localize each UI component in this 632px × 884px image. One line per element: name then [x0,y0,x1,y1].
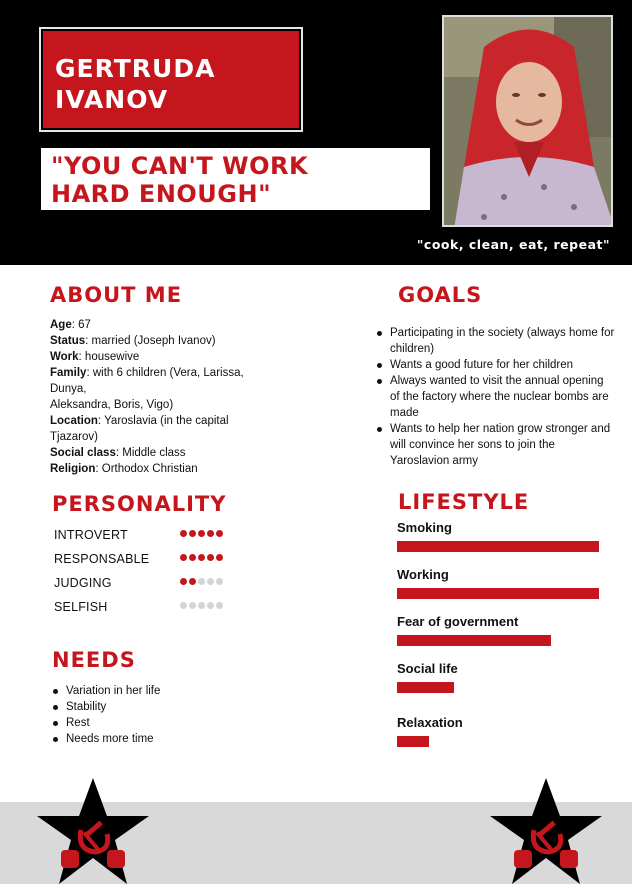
quote-line-1: "YOU CAN'T WORK [51,152,309,180]
about-age: Age: 67 [50,319,91,331]
lifestyle-bar [397,588,599,599]
personality-traits [54,528,254,624]
rating-dot [180,530,187,537]
rating-dot [216,554,223,561]
trait-rating [180,578,223,585]
header [0,0,632,265]
trait-label: RESPONSABLE [54,552,150,566]
rating-dot [189,578,196,585]
about-religion: Religion: Orthodox Christian [50,463,198,475]
about-social-class: Social class: Middle class [50,447,186,459]
star-hammer-sickle-icon [37,778,149,884]
trait-label: INTROVERT [54,528,128,542]
portrait-illustration [444,17,613,227]
rating-dot [198,578,205,585]
trait-responsable [54,552,254,576]
goal-item: Wants a good future for her children [375,357,615,373]
about-status: Status: married (Joseph Ivanov) [50,335,216,347]
about-work: Work: housewive [50,351,140,363]
rating-dot [189,554,196,561]
need-item: Variation in her life [51,683,271,699]
rating-dot [180,554,187,561]
trait-label: SELFISH [54,600,108,614]
personality-title: PERSONALITY [52,492,227,516]
trait-introvert [54,528,254,552]
about-title: ABOUT ME [50,283,183,307]
lifestyle-working [397,567,599,599]
about-section [50,317,265,477]
rating-dot [207,554,214,561]
lifestyle-bar [397,541,599,552]
goal-item: Always wanted to visit the annual opening of the factory where the nuclear bombs are made [375,373,615,421]
lifestyle-bar [397,736,429,747]
lifestyle-label: Relaxation [397,715,463,730]
rating-dot [216,602,223,609]
rating-dot [189,602,196,609]
need-item: Rest [51,715,271,731]
goals-title: GOALS [398,283,483,307]
about-location: Location: Yaroslavia (in the capital Tjazarov) [50,415,229,443]
rating-dot [207,530,214,537]
name-last: IVANOV [55,85,169,114]
tagline: "cook, clean, eat, repeat" [416,237,610,252]
lifestyle-title: LIFESTYLE [398,490,530,514]
rating-dot [180,602,187,609]
trait-label: JUDGING [54,576,112,590]
rating-dot [216,578,223,585]
rating-dot [207,578,214,585]
about-family-cont: Aleksandra, Boris, Vigo) [50,399,174,411]
rating-dot [180,578,187,585]
lifestyle-fear-of-government [397,614,551,646]
goals-list [375,325,615,469]
rating-dot [198,530,205,537]
star-hammer-sickle-icon [490,778,602,884]
needs-title: NEEDS [52,648,136,672]
lifestyle-bar [397,635,551,646]
trait-rating [180,554,223,561]
trait-rating [180,602,223,609]
portrait-photo [442,15,613,227]
trait-rating [180,530,223,537]
rating-dot [207,602,214,609]
goal-item: Wants to help her nation grow stronger and will convince her sons to join the Yaroslavion army [375,421,615,469]
lifestyle-label: Working [397,567,449,582]
lifestyle-label: Social life [397,661,458,676]
need-item: Stability [51,699,271,715]
rating-dot [189,530,196,537]
lifestyle-bar [397,682,454,693]
rating-dot [198,554,205,561]
lifestyle-smoking [397,520,599,552]
needs-list [51,683,271,747]
lifestyle-relaxation [397,715,463,747]
need-item: Needs more time [51,731,271,747]
name-first: GERTRUDA [55,54,216,83]
lifestyle-social-life [397,661,458,693]
rating-dot [198,602,205,609]
lifestyle-label: Fear of government [397,614,519,629]
name-box [41,29,301,130]
trait-selfish [54,600,254,624]
trait-judging [54,576,254,600]
about-family: Family: with 6 children (Vera, Larissa, Dunya, [50,367,244,395]
quote-box [41,148,430,210]
rating-dot [216,530,223,537]
lifestyle-label: Smoking [397,520,452,535]
quote-line-2: HARD ENOUGH" [51,180,272,208]
goal-item: Participating in the society (always home for children) [375,325,615,357]
